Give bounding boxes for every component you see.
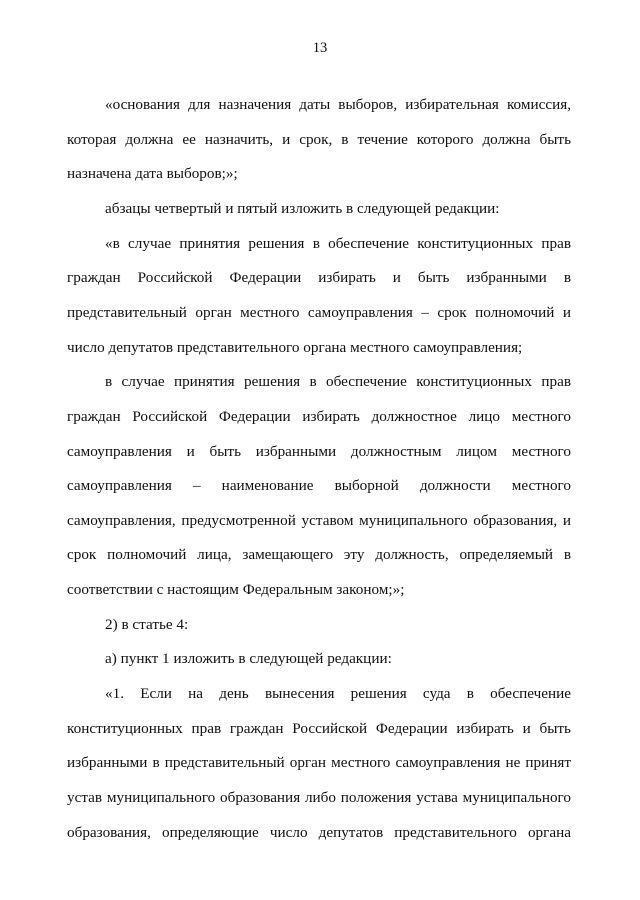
text-line: «1. Если на день вынесения решения суда в обеспечение: [105, 685, 571, 702]
text-line: соответствии с настоящим Федеральным законом;»;: [67, 581, 405, 598]
text-line: в случае принятия решения в обеспечение конституционных прав: [105, 373, 571, 390]
text-line: представительный орган местного самоуправления – срок полномочий и: [67, 304, 571, 321]
text-line: самоуправления – наименование выборной должности местного: [67, 477, 571, 494]
text-line: граждан Российской Федерации избирать должностное лицо местного: [67, 408, 571, 425]
text-line: самоуправления и быть избранными должностным лицом местного: [67, 443, 571, 460]
text-line: назначена дата выборов;»;: [67, 165, 238, 182]
text-line: «в случае принятия решения в обеспечение конституционных прав: [105, 235, 571, 252]
text-line: конституционных прав граждан Российской Федерации избирать и быть: [67, 720, 571, 737]
page-number: 13: [312, 40, 328, 56]
text-line: а) пункт 1 изложить в следующей редакции:: [105, 650, 392, 667]
text-line: абзацы четвертый и пятый изложить в следующей редакции:: [105, 200, 500, 217]
text-line: самоуправления, предусмотренной уставом муниципального образования, и: [67, 512, 571, 529]
text-line: граждан Российской Федерации избирать и быть избранными в: [67, 269, 571, 286]
text-line: образования, определяющие число депутатов представительного органа: [67, 824, 571, 841]
text-line: число депутатов представительного органа местного самоуправления;: [67, 339, 523, 356]
text-line: срок полномочий лица, замещающего эту должность, определяемый в: [67, 546, 571, 563]
text-line: «основания для назначения даты выборов, избирательная комиссия,: [105, 96, 571, 113]
text-line: избранными в представительный орган местного самоуправления не принят: [67, 754, 571, 771]
text-line: устав муниципального образования либо положения устава муниципального: [67, 789, 571, 806]
text-line: которая должна ее назначить, и срок, в течение которого должна быть: [67, 131, 571, 148]
text-line: 2) в статье 4:: [105, 616, 189, 633]
